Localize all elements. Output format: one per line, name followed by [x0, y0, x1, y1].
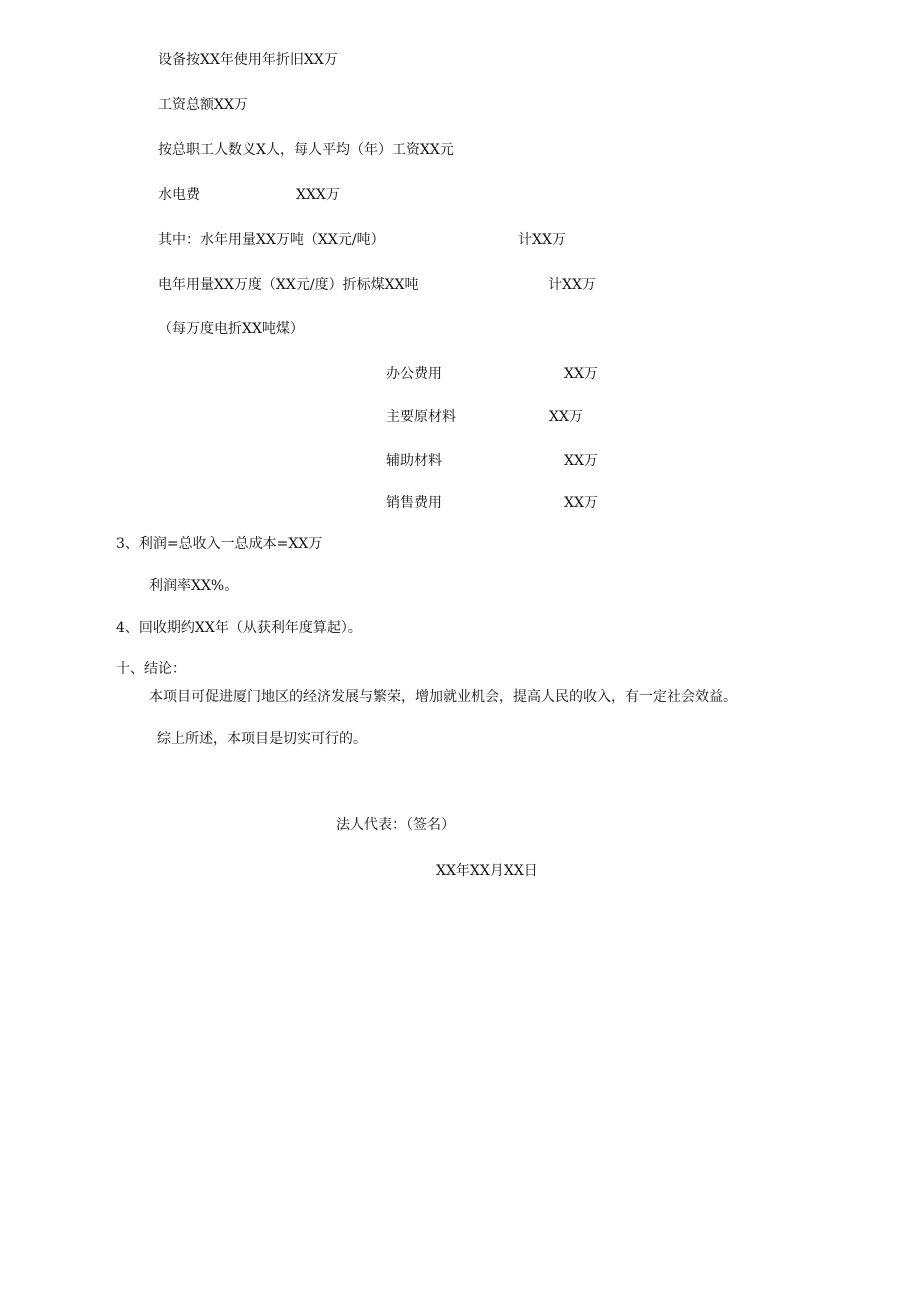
wages-total-line: 工资总额XX万 [158, 97, 248, 113]
wages-detail-line: 按总职工人数义X人，每人平均（年）工资XX元 [158, 142, 454, 158]
legal-representative-signature: 法人代表：（签名） [336, 817, 455, 833]
signature-date: XX年XX月XX日 [436, 863, 538, 879]
office-expense-label: 办公费用 [386, 366, 442, 382]
coal-conversion-note: （每万度电折XX吨煤） [158, 321, 304, 337]
conclusion-summary: 综上所述，本项目是切实可行的。 [157, 731, 367, 747]
utilities-label: 水电费 [158, 187, 200, 203]
water-usage-value: 计XX万 [518, 232, 566, 248]
electricity-usage-value: 计XX万 [548, 277, 596, 293]
depreciation-line: 设备按XX年使用年折旧XX万 [158, 52, 338, 68]
auxiliary-material-value: XX万 [564, 453, 598, 469]
sales-expense-label: 销售费用 [386, 495, 442, 511]
raw-material-label: 主要原材料 [386, 409, 456, 425]
sales-expense-value: XX万 [564, 495, 598, 511]
water-usage-label: 其中：水年用量XX万吨（XX元/吨） [158, 232, 385, 248]
utilities-value: XXX万 [296, 187, 340, 203]
electricity-usage-label: 电年用量XX万度（XX元/度）折标煤XX吨 [158, 277, 419, 293]
profit-formula: 3、利润=总收入一总成本=XX万 [116, 536, 323, 552]
office-expense-value: XX万 [564, 366, 598, 382]
conclusion-paragraph: 本项目可促进厦门地区的经济发展与繁荣，增加就业机会，提高人民的收入，有一定社会效益。 [149, 689, 737, 705]
auxiliary-material-label: 辅助材料 [386, 453, 442, 469]
raw-material-value: XX万 [549, 409, 583, 425]
payback-period: 4、回收期约XX年（从获利年度算起）。 [116, 620, 362, 636]
conclusion-heading: 十、结论： [116, 661, 186, 677]
profit-rate: 利润率XX%。 [149, 578, 239, 594]
